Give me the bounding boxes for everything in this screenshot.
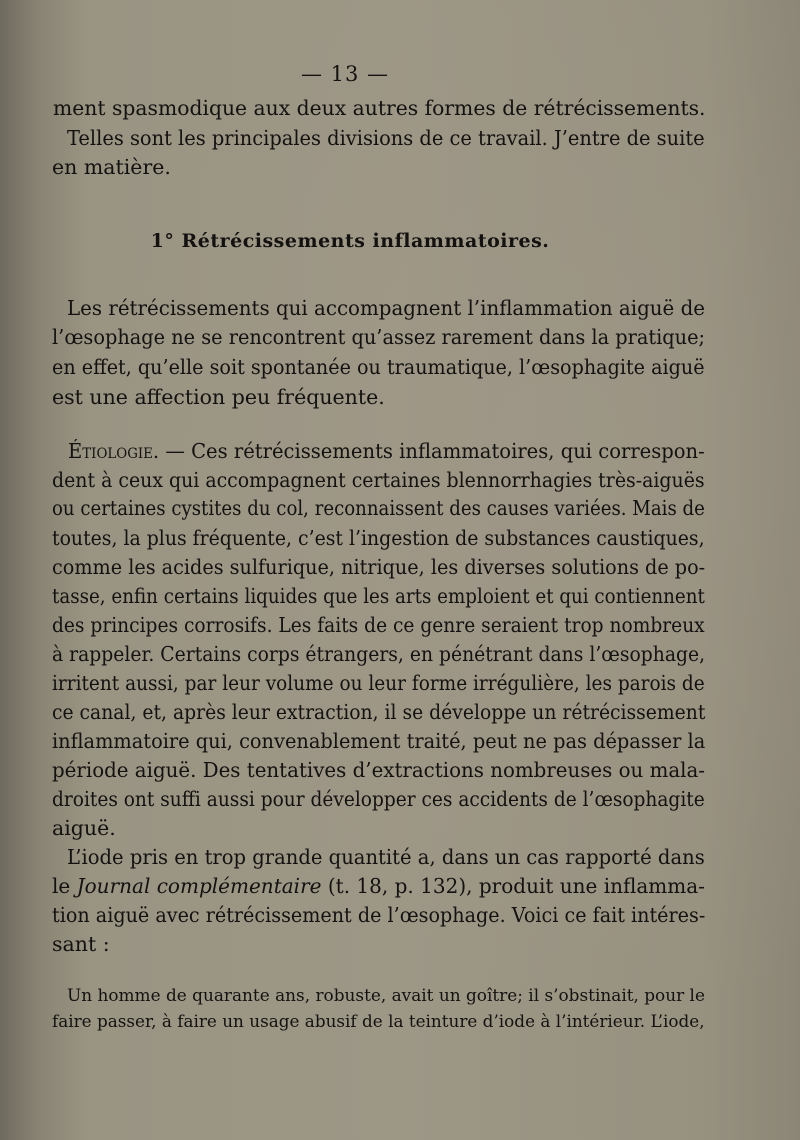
text-line: aiguë. [52,816,116,840]
text-span: (t. 18, p. 132), produit une inflamma- [321,874,705,898]
text-line: est une affection peu fréquente. [52,385,385,409]
text-line [53,96,706,120]
text-line: en matière. [52,155,171,179]
text-line: tasse, enfin certains liquides que les arts emploient et qui contiennent [52,584,705,608]
text-line [68,441,705,462]
text-span: le [52,874,77,898]
text-line: des principes corrosifs. Les faits de ce genre seraient trop nombreux [52,613,705,637]
text-line: irritent aussi, par leur volume ou leur forme irrégulière, les parois de [52,671,705,695]
section-label: Étiologie. [68,439,160,463]
note-line: Un homme de quarante ans, robuste, avait un goître; il s’obstinait, pour le [67,986,705,1006]
text-line: à rappeler. Certains corps étrangers, en pénétrant dans l’œsophage, [52,642,706,666]
text-line: dent à ceux qui accompagnent certaines blennorrhagies très-aiguës [52,468,705,492]
text-line: comme les acides sulfurique, nitrique, les diverses solutions de po- [52,555,706,579]
text-line: ce canal, et, après leur extraction, il se développe un rétrécissement [52,700,706,724]
text-line: l’œsophage ne se rencontrent qu’assez rarement dans la pratique; [52,325,706,349]
text-line: sant : [52,932,110,956]
text-span: ment spasmodique aux deux autres formes de rétrécissements. [53,96,706,120]
journal-title: Journal complémentaire [76,874,322,898]
text-line: période aiguë. Des tentatives d’extractions nombreuses ou mala- [52,758,706,782]
text-line: en effet, qu’elle soit spontanée ou traumatique, l’œsophagite aiguë [52,355,705,379]
note-line: faire passer, à faire un usage abusif de la teinture d’iode à l’intérieur. L’iode, [52,1012,705,1032]
text-line: toutes, la plus fréquente, c’est l’ingestion de substances caustiques, [52,526,705,550]
text-line: droites ont suffi aussi pour développer ces accidents de l’œsophagite [52,787,705,811]
text-line: ou certaines cystites du col, reconnaissent des causes variées. Mais de [52,496,705,520]
text-line [52,876,705,897]
text-line: Telles sont les principales divisions de ce travail. J’entre de suite [67,126,705,150]
section-heading: 1° Rétrécissements inflammatoires. [150,230,550,252]
text-line: Les rétrécissements qui accompagnent l’inflammation aiguë de [67,296,705,320]
text-line: L’iode pris en trop grande quantité a, dans un cas rapporté dans [67,845,705,869]
page-number: — 13 — [300,62,390,86]
text-span: — Ces rétrécissements inflammatoires, qui correspon- [159,439,705,463]
text-line: inflammatoire qui, convenablement traité, peut ne pas dépasser la [52,729,706,753]
text-line: tion aiguë avec rétrécissement de l’œsophage. Voici ce fait intéres- [52,903,706,927]
